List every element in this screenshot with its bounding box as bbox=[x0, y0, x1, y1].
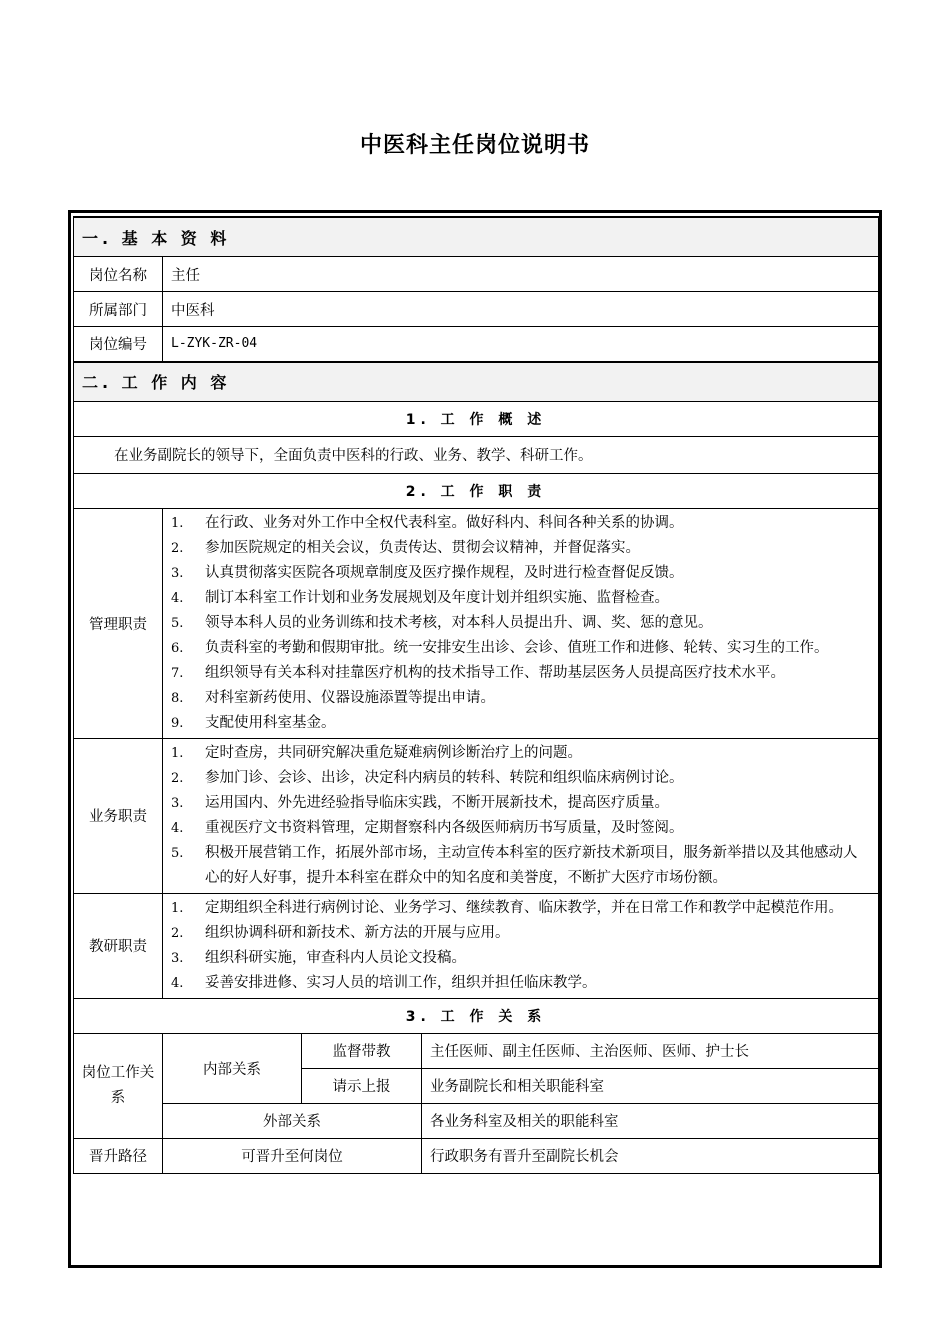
list-item bbox=[169, 766, 870, 791]
item-number: 1. bbox=[171, 515, 184, 531]
item-number: 4. bbox=[171, 820, 184, 836]
item-number: 9. bbox=[171, 715, 184, 731]
list-item bbox=[169, 511, 870, 536]
duty-group-label: 业务职责 bbox=[74, 738, 163, 893]
promotion-row bbox=[74, 1138, 879, 1173]
item-number: 7. bbox=[171, 665, 184, 681]
duty-list bbox=[169, 894, 870, 998]
item-number: 4. bbox=[171, 590, 184, 606]
basic-label: 岗位名称 bbox=[74, 257, 163, 292]
item-text: 运用国内、外先进经验指导临床实践，不断开展新技术，提高医疗质量。 bbox=[205, 794, 669, 811]
item-text: 积极开展营销工作，拓展外部市场，主动宣传本科室的医疗新技术新项目，服务新举措以及其他感动人心的好人好事，提升本科室在群众中的知名度和美誉度，不断扩大医疗市场份额。 bbox=[205, 844, 858, 886]
item-number: 5. bbox=[171, 845, 184, 861]
item-number: 1. bbox=[171, 900, 184, 916]
promotion-label: 晋升路径 bbox=[74, 1138, 163, 1173]
relation-row-external bbox=[74, 1103, 879, 1138]
item-text: 定时查房，共同研究解决重危疑难病例诊断治疗上的问题。 bbox=[205, 744, 582, 761]
relation-row-supervise bbox=[74, 1033, 879, 1068]
item-text: 组织协调科研和新技术、新方法的开展与应用。 bbox=[205, 924, 510, 941]
item-number: 2. bbox=[171, 770, 184, 786]
duty-group-label: 教研职责 bbox=[74, 893, 163, 998]
list-item bbox=[169, 946, 870, 971]
list-item bbox=[169, 921, 870, 946]
duty-group-business bbox=[74, 738, 879, 893]
item-text: 妥善安排进修、实习人员的培训工作，组织并担任临床教学。 bbox=[205, 974, 597, 991]
item-text: 负责科室的考勤和假期审批。统一安排安生出诊、会诊、值班工作和进修、轮转、实习生的工作。 bbox=[205, 639, 829, 656]
basic-label: 岗位编号 bbox=[74, 327, 163, 362]
list-item bbox=[169, 841, 870, 891]
item-text: 领导本科人员的业务训练和技术考核，对本科人员提出升、调、奖、惩的意见。 bbox=[205, 614, 713, 631]
duty-group-label: 管理职责 bbox=[74, 508, 163, 738]
item-number: 8. bbox=[171, 690, 184, 706]
basic-row bbox=[74, 292, 879, 327]
section-basic-header: 一. 基 本 资 料 bbox=[74, 217, 879, 257]
item-number: 2. bbox=[171, 925, 184, 941]
promotion-answer: 行政职务有晋升至副院长机会 bbox=[422, 1138, 879, 1173]
supervise-value: 主任医师、副主任医师、主治医师、医师、护士长 bbox=[422, 1033, 879, 1068]
item-number: 3. bbox=[171, 795, 184, 811]
section-work-header: 二. 工 作 内 容 bbox=[74, 362, 879, 402]
list-item bbox=[169, 791, 870, 816]
list-item bbox=[169, 686, 870, 711]
list-item bbox=[169, 561, 870, 586]
list-item bbox=[169, 636, 870, 661]
item-number: 4. bbox=[171, 975, 184, 991]
item-text: 在行政、业务对外工作中全权代表科室。做好科内、科间各种关系的协调。 bbox=[205, 514, 684, 531]
list-item bbox=[169, 971, 870, 996]
list-item bbox=[169, 711, 870, 736]
basic-value: 中医科 bbox=[163, 292, 879, 327]
basic-row bbox=[74, 327, 879, 362]
basic-value: L-ZYK-ZR-04 bbox=[163, 327, 879, 362]
list-item bbox=[169, 536, 870, 561]
basic-row bbox=[74, 257, 879, 292]
duty-list bbox=[169, 509, 870, 738]
promotion-question: 可晋升至何岗位 bbox=[163, 1138, 422, 1173]
item-number: 3. bbox=[171, 565, 184, 581]
report-label: 请示上报 bbox=[302, 1068, 422, 1103]
list-item bbox=[169, 741, 870, 766]
item-text: 重视医疗文书资料管理，定期督察科内各级医师病历书写质量，及时签阅。 bbox=[205, 819, 684, 836]
item-number: 1. bbox=[171, 745, 184, 761]
external-relations-value: 各业务科室及相关的职能科室 bbox=[422, 1103, 879, 1138]
report-value: 业务副院长和相关职能科室 bbox=[422, 1068, 879, 1103]
list-item bbox=[169, 816, 870, 841]
item-number: 5. bbox=[171, 615, 184, 631]
item-number: 6. bbox=[171, 640, 184, 656]
list-item bbox=[169, 586, 870, 611]
external-relations-label: 外部关系 bbox=[163, 1103, 422, 1138]
item-text: 认真贯彻落实医院各项规章制度及医疗操作规程，及时进行检查督促反馈。 bbox=[205, 564, 684, 581]
basic-value: 主任 bbox=[163, 257, 879, 292]
basic-label: 所属部门 bbox=[74, 292, 163, 327]
item-text: 对科室新药使用、仪器设施添置等提出申请。 bbox=[205, 689, 495, 706]
overview-header: 1. 工 作 概 述 bbox=[74, 401, 879, 436]
supervise-label: 监督带教 bbox=[302, 1033, 422, 1068]
relations-header: 3. 工 作 关 系 bbox=[74, 998, 879, 1033]
duty-list bbox=[169, 739, 870, 893]
duty-group-management bbox=[74, 508, 879, 738]
list-item bbox=[169, 661, 870, 686]
overview-text: 在业务副院长的领导下，全面负责中医科的行政、业务、教学、科研工作。 bbox=[74, 436, 879, 473]
duties-header: 2. 工 作 职 责 bbox=[74, 473, 879, 508]
item-text: 定期组织全科进行病例讨论、业务学习、继续教育、临床教学，并在日常工作和教学中起模范作用。 bbox=[205, 899, 843, 916]
relations-label: 岗位工作关系 bbox=[74, 1033, 163, 1138]
document-title: 中医科主任岗位说明书 bbox=[359, 133, 590, 158]
list-item bbox=[169, 611, 870, 636]
internal-relations-label: 内部关系 bbox=[163, 1033, 302, 1103]
item-text: 参加医院规定的相关会议，负责传达、贯彻会议精神，并督促落实。 bbox=[205, 539, 640, 556]
item-text: 支配使用科室基金。 bbox=[205, 714, 336, 731]
job-description-table bbox=[73, 216, 879, 1174]
duty-group-teaching-research bbox=[74, 893, 879, 998]
item-number: 3. bbox=[171, 950, 184, 966]
item-text: 参加门诊、会诊、出诊，决定科内病员的转科、转院和组织临床病例讨论。 bbox=[205, 769, 684, 786]
list-item bbox=[169, 896, 870, 921]
item-text: 制订本科室工作计划和业务发展规划及年度计划并组织实施、监督检查。 bbox=[205, 589, 669, 606]
item-number: 2. bbox=[171, 540, 184, 556]
item-text: 组织科研实施，审查科内人员论文投稿。 bbox=[205, 949, 466, 966]
item-text: 组织领导有关本科对挂靠医疗机构的技术指导工作、帮助基层医务人员提高医疗技术水平。 bbox=[205, 664, 785, 681]
